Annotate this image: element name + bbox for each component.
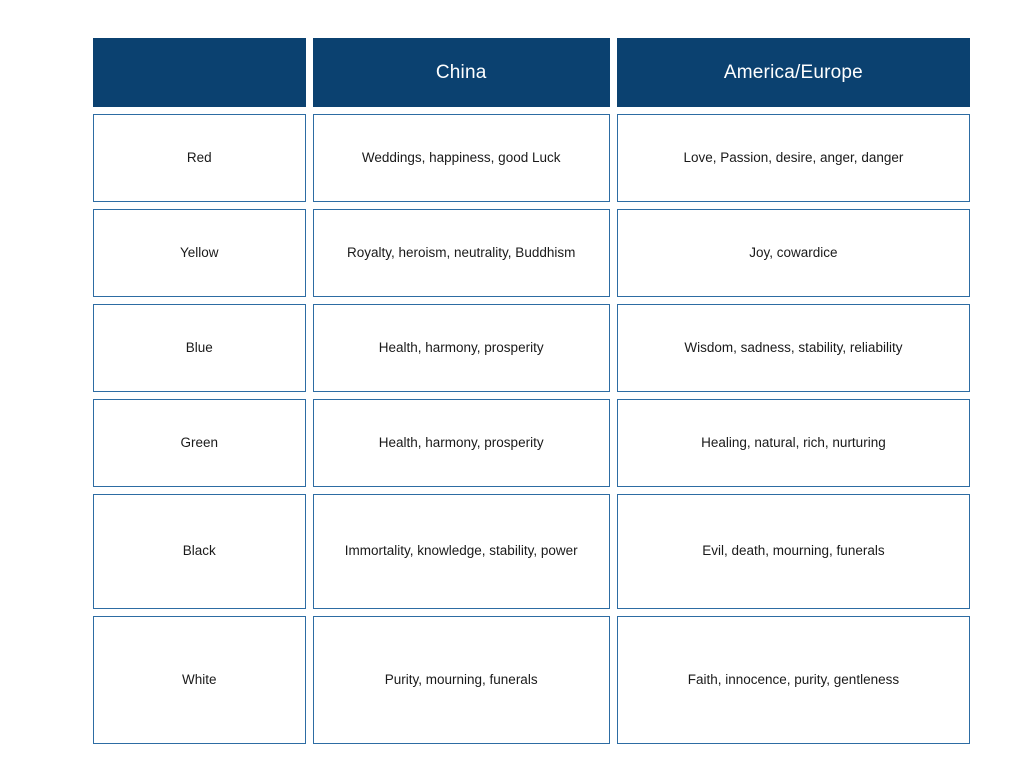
table-row [93, 399, 970, 487]
cell-china-meaning: Immortality, knowledge, stability, power [313, 494, 610, 609]
header-cell-color [93, 38, 306, 107]
cell-china-meaning: Royalty, heroism, neutrality, Buddhism [313, 209, 610, 297]
cell-west-meaning: Evil, death, mourning, funerals [617, 494, 970, 609]
cell-color-name: Red [93, 114, 306, 202]
cell-color-name: Blue [93, 304, 306, 392]
cell-west-meaning: Wisdom, sadness, stability, reliability [617, 304, 970, 392]
table-row [93, 494, 970, 609]
cell-color-name: White [93, 616, 306, 744]
table-row [93, 209, 970, 297]
cell-china-meaning: Health, harmony, prosperity [313, 304, 610, 392]
cell-west-meaning: Healing, natural, rich, nurturing [617, 399, 970, 487]
cell-west-meaning: Faith, innocence, purity, gentleness [617, 616, 970, 744]
cell-color-name: Green [93, 399, 306, 487]
cell-west-meaning: Love, Passion, desire, anger, danger [617, 114, 970, 202]
table-row [93, 304, 970, 392]
table-row [93, 114, 970, 202]
table-header-row [93, 38, 970, 107]
cell-china-meaning: Purity, mourning, funerals [313, 616, 610, 744]
cell-china-meaning: Health, harmony, prosperity [313, 399, 610, 487]
cell-china-meaning: Weddings, happiness, good Luck [313, 114, 610, 202]
cell-color-name: Yellow [93, 209, 306, 297]
cell-west-meaning: Joy, cowardice [617, 209, 970, 297]
color-meaning-table [93, 38, 970, 744]
table-row [93, 616, 970, 744]
cell-color-name: Black [93, 494, 306, 609]
header-cell-america-europe: America/Europe [617, 38, 970, 107]
header-cell-china: China [313, 38, 610, 107]
